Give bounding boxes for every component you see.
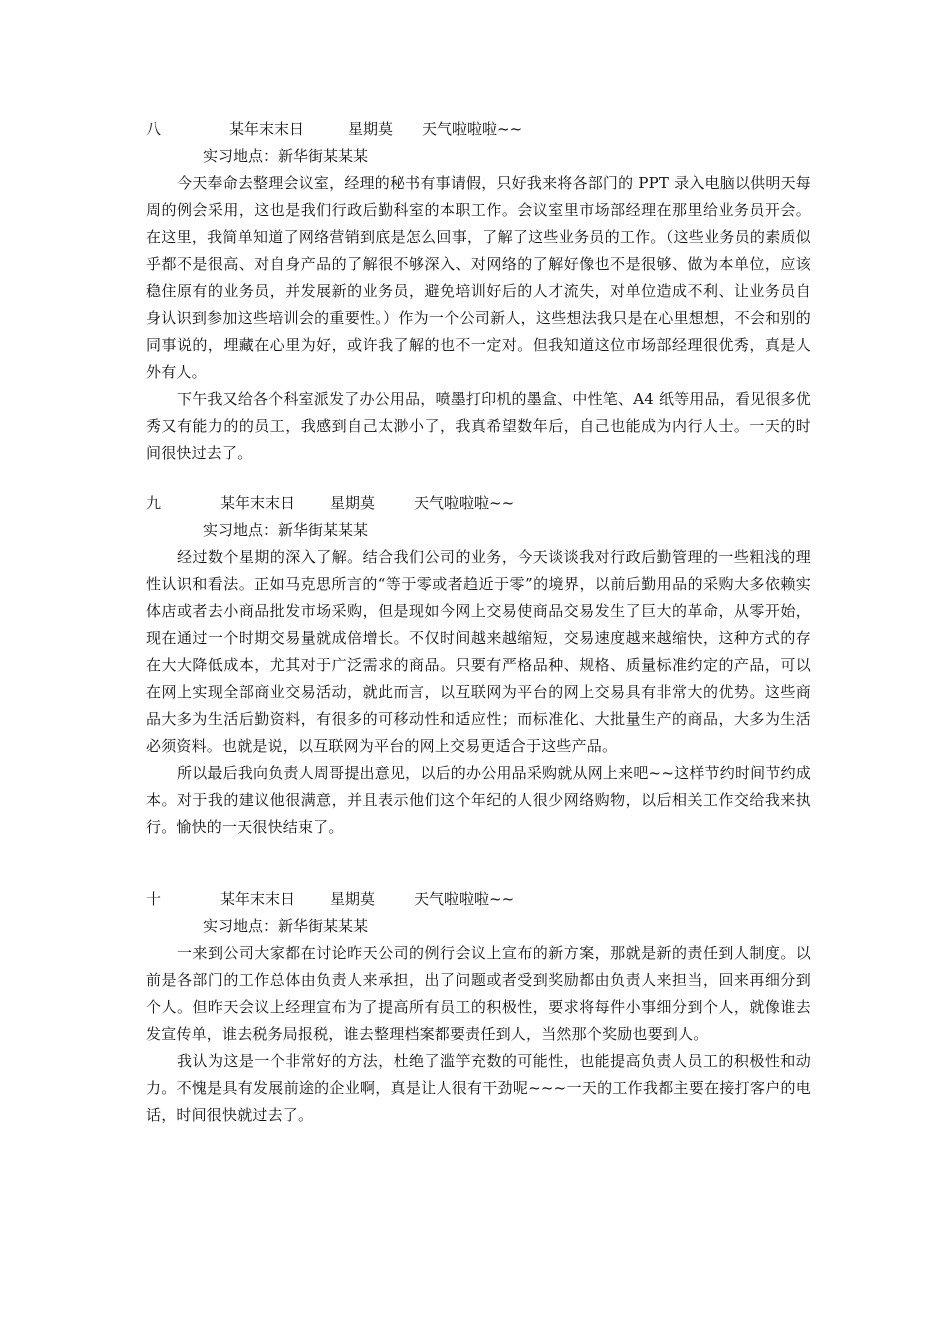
entry-paragraph: 我认为这是一个非常好的方法，杜绝了滥竽充数的可能性，也能提高负责人员工的积极性和动力。不愧是具有发展前途的企业啊，真是让人很有干劲呢~~~一天的工作我都主要在接打客户的电话，时间很快就过去了。 [146, 1052, 811, 1124]
entry-location: 实习地点：新华街某某某 [203, 147, 369, 165]
entry-location: 实习地点：新华街某某某 [203, 521, 369, 539]
entry-paragraph: 下午我又给各个科室派发了办公用品，喷墨打印机的墨盒、中性笔、A4 纸等用品，看见很多优秀又有能力的的员工，我感到自己太渺小了，我真希望数年后，自己也能成为内行人士。一天的时间很快过去了。 [146, 390, 811, 462]
entry-date: 某年末末日 [220, 494, 296, 512]
entry-number: 十 [146, 890, 162, 908]
entry-weekday: 星期莫 [330, 494, 376, 512]
entry-weekday: 星期莫 [348, 120, 394, 138]
entry-paragraph: 今天奉命去整理会议室，经理的秘书有事请假，只好我来将各部门的 PPT 录入电脑以供明天每周的例会采用，这也是我们行政后勤科室的本职工作。会议室里市场部经理在那里给业务员开会。在这里，我简单知道了网络营销到底是怎么回事，了解了这些业务员的工作。（这些业务员的素质似乎都不是很高、对自身产品的了解很不够深入、对网络的了解好像也不是很够、做为本单位，应该稳住原有的业务员，并发展新的业务员，避免培训好后的人才流失，对单位造成不利、让业务员自身认识到参加这些培训会的重要性。）作为一个公司新人，这些想法我只是在心里想想，不会和别的同事说的，埋藏在心里为好，或许我了解的也不一定对。但我知道这位市场部经理很优秀，真是人外有人。 [146, 174, 811, 381]
entry-date: 某年末末日 [229, 120, 305, 138]
entry-location: 实习地点：新华街某某某 [203, 917, 369, 935]
entry-paragraph: 一来到公司大家都在讨论昨天公司的例行会议上宣布的新方案，那就是新的责任到人制度。以前是各部门的工作总体由负责人来承担，出了问题或者受到奖励都由负责人来担当，回来再细分到个人。但昨天会议上经理宣布为了提高所有员工的积极性，要求将每件小事细分到个人，就像谁去发宣传单，谁去税务局报税，谁去整理档案都要责任到人，当然那个奖励也要到人。 [146, 944, 811, 1043]
entry-paragraph: 所以最后我向负责人周哥提出意见，以后的办公用品采购就从网上来吧~~这样节约时间节约成本。对于我的建议他很满意，并且表示他们这个年纪的人很少网络购物，以后相关工作交给我来执行。愉快的一天很快结束了。 [146, 764, 811, 836]
entry-weekday: 星期莫 [330, 890, 376, 908]
entry-weather: 天气啦啦啦~~ [414, 890, 515, 908]
entry-weather: 天气啦啦啦~~ [422, 120, 523, 138]
entry-heading [146, 490, 811, 517]
entry-number: 八 [146, 120, 162, 138]
entry-date: 某年末末日 [220, 890, 296, 908]
entry-heading [146, 116, 811, 143]
entry-number: 九 [146, 494, 162, 512]
diary-entry-8 [146, 116, 811, 467]
diary-entry-9 [146, 490, 811, 841]
diary-entry-10 [146, 886, 811, 1129]
entry-weather: 天气啦啦啦~~ [414, 494, 515, 512]
entry-heading [146, 886, 811, 913]
entry-paragraph: 经过数个星期的深入了解。结合我们公司的业务，今天谈谈我对行政后勤管理的一些粗浅的理性认识和看法。正如马克思所言的“等于零或者趋近于零”的境界，以前后勤用品的采购大多依赖实体店或者去小商品批发市场采购，但是现如今网上交易使商品交易发生了巨大的革命，从零开始，现在通过一个时期交易量就成倍增长。不仅时间越来越缩短，交易速度越来越缩快，这种方式的存在大大降低成本，尤其对于广泛需求的商品。只要有严格品种、规格、质量标准约定的产品，可以在网上实现全部商业交易活动，就此而言，以互联网为平台的网上交易具有非常大的优势。这些商品大多为生活后勤资料，有很多的可移动性和适应性；而标准化、大批量生产的商品，大多为生活必须资料。也就是说，以互联网为平台的网上交易更适合于这些产品。 [146, 548, 811, 755]
